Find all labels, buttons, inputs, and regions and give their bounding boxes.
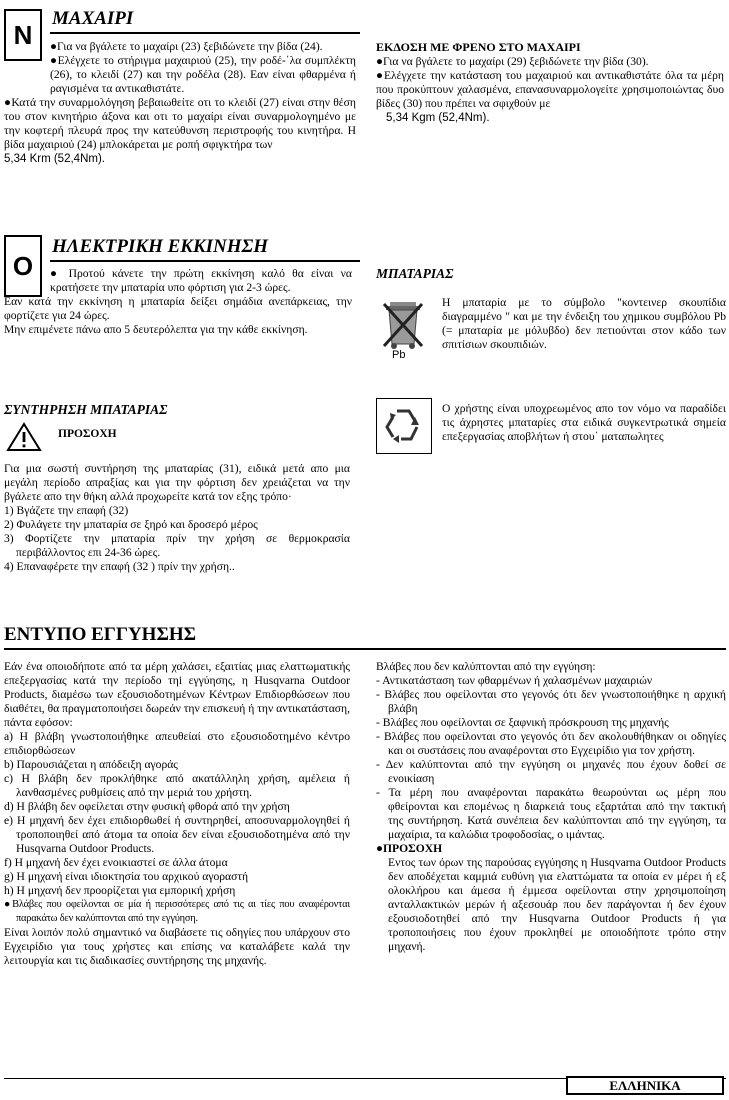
- knife-left-text: [4, 40, 356, 166]
- maintenance-warning: ΠΡΟΣΟΧΗ: [58, 428, 117, 440]
- warning-triangle-icon: [6, 422, 42, 452]
- warranty-cond-b: b) Παρουσιάζεται η απόδειξη αγοράς: [4, 758, 178, 771]
- knife-para-3: ●Κατά την συναρμολόγηση βεβαιωθείτε οτι το κλειδί (27) είναι στην θέση του στον κινητήριο άξονα και οτι το μαχαίρι είναι συναρμολογημένο με την κοφτερή πλευρά προς την κατεύθυνση περιστροφής του κινητήρα. Η βίδα μαχαιριού (24) μπλοκάρεται με ροπή σφιγκτήρα των: [4, 96, 356, 151]
- section-letter-text: O: [12, 250, 34, 281]
- maintenance-title: ΣΥΝΤΗΡΗΣΗ ΜΠΑΤΑΡΙΑΣ: [4, 402, 168, 417]
- warranty-exclusions-title: Βλάβες που δεν καλύπτονται από την εγγύηση:: [376, 660, 596, 673]
- knife-title: ΜΑΧΑΙΡΙ: [52, 8, 134, 29]
- knife-brake-torque: 5,34 Kgm (52,4Nm).: [386, 112, 490, 124]
- battery-text-2: Ο χρήστης είναι υποχρεωμένος απο τον νόμο να παραδίδει τις άχρηστες μπαταρίες στα ειδικά συγκεντρωτικά σημεία επεξεργασίας αποβλήτων ή στου΄ ματαπωλητες: [442, 402, 726, 443]
- warranty-excl-1: - Αντικατάσταση των φθαρμένων ή χαλασμένων μαχαιριών: [376, 674, 653, 687]
- recycle-icon: [376, 398, 432, 454]
- maintenance-step-3: 3) Φορτίζετε την μπαταρία πρίν την χρήση σε θερμοκρασία περιβάλλοντος επι 24-36 ώρες.: [4, 532, 350, 559]
- language-tab: [566, 1076, 724, 1095]
- maintenance-step-2: 2) Φυλάγετε την μπαταρία σε ξηρό και δροσερό μέρος: [4, 518, 258, 531]
- start-para-3: Μην επιμένετε πάνω απο 5 δευτερόλεπτα για την κάθε εκκίνηση.: [4, 323, 308, 336]
- maintenance-intro: Για μια σωστή συντήρηση της μπαταρίας (31), ειδικά μετά απο μια μεγάλη περίοδο απραξίας και για την φόρτιση δεν χρειάζεται να την βγάλετε απο την θήκη αλλά προχωρείτε κατά τον εξης τρόπο·: [4, 462, 350, 503]
- warranty-caution-text: Εντος των όρων της παρούσας εγγύησης η Husqvarna Outdoor Products δεν αποδέχεται καμμιά ευθύνη για ελαττώματα τα οποία εν μέρει ή εξ ολοκλήρου και άμεσα ή έμμεσα οφείλονται στην χρησιμοποίηση ανταλλακτικών μερών ή αξεσουάρ που δεν παράγονται ή δεν έχουν εξουσιοδοτηθεί από την Husqvarna Outdoor Products ή για τροποποιήσεις που έχουν προκληθεί με οποιοδήποτε τρόπο στην μηχανή.: [388, 856, 726, 953]
- warranty-right: [376, 660, 726, 954]
- warranty-left: [4, 660, 350, 968]
- warranty-caution-title: ●ΠΡΟΣΟΧΗ: [376, 842, 443, 855]
- start-text: [4, 267, 352, 337]
- maintenance-step-1: 1) Βγάζετε την επαφή (32): [4, 504, 129, 517]
- battery-title: ΜΠΑΤΑΡΙΑΣ: [376, 266, 454, 281]
- warranty-cond-h: h) Η μηχανή δεν προορίζεται για εμπορική χρήση: [4, 884, 236, 897]
- start-title-rule: [50, 260, 360, 262]
- start-title: ΗΛΕΚΤΡΙΚΗ ΕΚΚΙΝΗΣΗ: [52, 236, 269, 257]
- warranty-cond-a: a) Η βλάβη γνωστοποιήθηκε απευθείαί στο εξουσιοδοτημένο κέντρο επιδιορθώσεων: [4, 730, 350, 757]
- warranty-excl-4: - Βλάβες που οφείλονται στο γεγονός ότι δεν ακολουθήθηκαν οι οδηγίες και οι συστάσεις που αναφέρονται στο Εγχειρίδιο για τον χρήστη.: [376, 730, 726, 757]
- warranty-cond-c: c) Η βλάβη δεν προκλήθηκε από ακατάλληλη χρήση, αμέλεια ή λανθασμένες ρυθμίσεις από την μεριά του χρήστη.: [4, 772, 350, 799]
- knife-para-2: ●Ελέγχετε το στήριγμα μαχαιριού (25), την ροδέ-΄λα συμπλέκτη (26), το κλειδί (27) και την ροδέλα (28). Εαν είναι φθαρμένα ή ραγισμένα τα αντικαθιστάτε.: [50, 54, 356, 95]
- knife-brake-para-2: ●Ελέγχετε την κατάσταση του μαχαιριού και αντικαθιστάτε όλα τα μέρη που προκύπτουν χαλασμένα, επανασυναρμολογείτε χρησιμοποιώντας δυο βίδες (30) που πρέπει να σφιχθούν με: [376, 69, 724, 110]
- knife-brake-title: ΕΚΔΟΣΗ ΜΕ ΦΡΕΝΟ ΣΤΟ ΜΑΧΑΙΡΙ: [376, 40, 581, 54]
- warranty-cond-f: f) Η μηχανή δεν έχει ενοικιαστεί σε άλλα άτομα: [4, 856, 228, 869]
- knife-torque: 5,34 Krm (52,4Nm).: [4, 153, 105, 165]
- warranty-outro: Είναι λοιπόν πολύ σημαντικό να διαβάσετε τις οδηγίες που υπάρχουν στο Εγχειρίδιο για τους χρήστες και επίσης να καταλάβετε καλά την λειτουργία και τις διαδικασίες συντήρησης της μηχανής.: [4, 926, 350, 967]
- pb-label: Pb: [392, 349, 406, 361]
- warranty-excl-6: - Τα μέρη που αναφέρονται παρακάτω θεωρούνται ως μέρη που φθείρονται και επομένως η διαρκειά τους εξαρτάται από την τακτική της συντήρηση. Κατά συνέπεια δεν καλύπτονται από την εγγύηση, τα μαχαίρια, τα καλώδια τροφοδοσίας, ο ιμάντας.: [376, 786, 726, 841]
- knife-para-1: ●Για να βγάλετε το μαχαίρι (23) ξεβιδώνετε την βίδα (24).: [50, 40, 323, 53]
- warranty-excl-5: - Δεν καλύπτονται από την εγγύηση οι μηχανές που έχουν δοθεί σε ενοικίαση: [376, 758, 726, 785]
- knife-brake-para-1: ●Για να βγάλετε το μαχαίρι (29) ξεβιδώνετε την βίδα (30).: [376, 55, 649, 68]
- warranty-cond-note: ●Βλάβες που οφείλονται σε μία ή περισσότερες από τις αι τίες που αναφέρονται παρακάτω δεν καλύπτονται από την εγγύηση.: [4, 899, 350, 924]
- warranty-title-rule: [4, 648, 726, 650]
- warranty-cond-g: g) Η μηχανή είναι ιδιοκτησία του αρχικού αγοραστή: [4, 870, 249, 883]
- knife-title-rule: [50, 32, 360, 34]
- warranty-cond-d: d) Η βλάβη δεν οφείλεται στην φυσική φθορά από την χρήση: [4, 800, 290, 813]
- language-label: ΕΛΛΗΝΙΚΑ: [609, 1077, 681, 1093]
- section-letter-text: N: [13, 19, 33, 50]
- warranty-cond-e: e) Η μηχανή δεν έχει επιδιορθωθεί ή συντηρηθεί, αποσυναρμολογηθεί ή τροποποιηθεί από άτομα τα οποία δεν είναι εξουσιοδοτημένα από την Husqvarna Outdoor Products.: [4, 814, 350, 855]
- maintenance-step-4: 4) Επαναφέρετε την επαφή (32 ) πρίν την χρήση..: [4, 560, 235, 573]
- maintenance-text: [4, 462, 350, 574]
- warranty-excl-2: - Βλάβες που οφείλονται στο γεγονός ότι δεν γνωστοποιήθηκε η αρχική βλάβη: [376, 688, 726, 715]
- warranty-excl-3: - Βλάβες που οφείλονται σε ξαφνική πρόσκρουση της μηχανής: [376, 716, 669, 729]
- knife-right-text: [376, 55, 724, 125]
- start-para-1: ● Προτού κάνετε την πρώτη εκκίνηση καλό θα είναι να κρατήσετε την μπαταρία υπο φόρτιση για 2-3 ώρες.: [50, 267, 352, 294]
- battery-text-1: Η μπαταρία με το σύμβολο "κοντεινερ σκουπίδια διαγραμμένο " και με την ένδειξη του χημικου συμβόλου Pb (= μπαταρία με μόλυβδο) δεν πετιούνται στον κάδο των σπιτίσιων σκουπιδιών.: [442, 296, 726, 351]
- warranty-intro: Εάν ένα οποιοδήποτε από τα μέρη χαλάσει, εξαιτίας μιας ελαττωματικής επεξεργασίας κατά την περίοδο τηi εγγύησης, η Husqvarna Outdoor Products, διαμέσω των εξουσιοδοτημένων Κέντρων Επιδιορθώσεων που διαθέτει, θα πραγματοποιήσει δωρεάν την επισκευή ή την αντικατάσταση, πάντα εφόσον:: [4, 660, 350, 729]
- start-para-2: Εαν κατά την εκκίνηση η μπαταρία δείξει σημάδια ανεπάρκειας, την φορτίζετε για 24 ώρες.: [4, 295, 352, 322]
- warranty-title: ΕΝΤΥΠΟ ΕΓΓΥΗΣΗΣ: [4, 624, 197, 645]
